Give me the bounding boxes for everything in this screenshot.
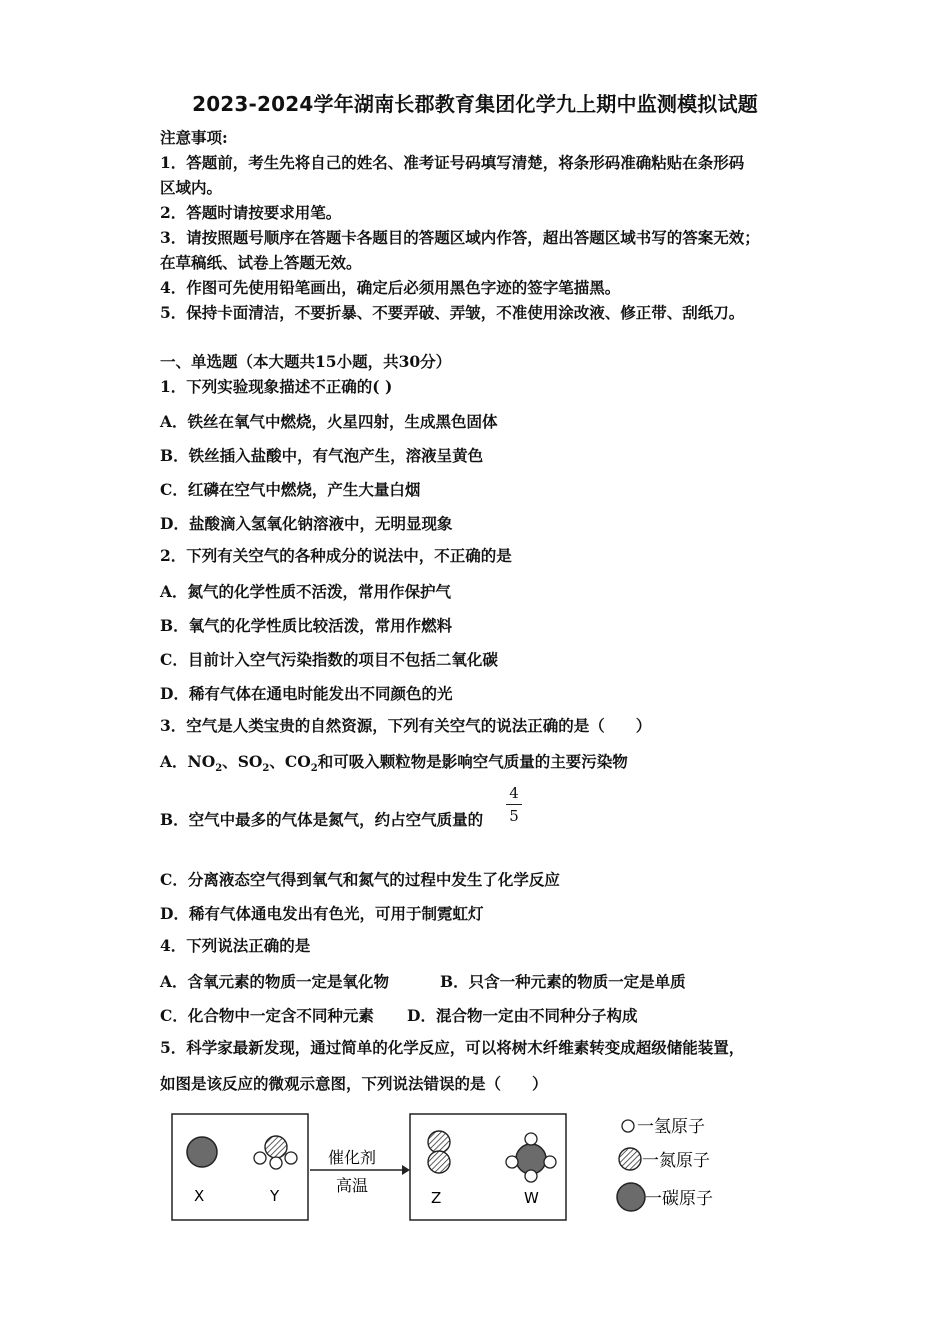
question-stem: 如图是该反应的微观示意图，下列说法错误的是（ ） xyxy=(160,1074,548,1093)
hydrogen-atom xyxy=(525,1133,537,1145)
option-b: B．铁丝插入盐酸中，有气泡产生，溶液呈黄色 xyxy=(160,446,484,465)
question-stem: 4．下列说法正确的是 xyxy=(160,936,311,955)
label-w: W xyxy=(524,1189,539,1207)
hydrogen-atom xyxy=(254,1152,266,1164)
notice-item: 5．保持卡面清洁，不要折暴、不要弄破、弄皱，不准使用涂改液、修正带、刮纸刀。 xyxy=(160,303,745,322)
legend-carbon: 一碳原子 xyxy=(645,1189,713,1209)
option-d: D．盐酸滴入氢氧化钠溶液中，无明显现象 xyxy=(160,514,453,533)
nitrogen-atom xyxy=(428,1131,450,1153)
label-y: Y xyxy=(270,1187,280,1205)
label-z: Z xyxy=(431,1189,442,1207)
option-d: D．稀有气体在通电时能发出不同颜色的光 xyxy=(160,684,453,703)
hydrogen-atom xyxy=(525,1170,537,1182)
carbon-atom xyxy=(187,1137,217,1167)
option-c: C．红磷在空气中燃烧，产生大量白烟 xyxy=(160,480,421,499)
label-x: X xyxy=(194,1187,205,1205)
option-b: B．空气中最多的气体是氮气，约占空气质量的 xyxy=(160,810,484,829)
option-b: B．氧气的化学性质比较活泼，常用作燃料 xyxy=(160,616,453,635)
question-stem: 3．空气是人类宝贵的自然资源，下列有关空气的说法正确的是（ ） xyxy=(160,716,652,735)
notice-item: 3．请按照题号顺序在答题卡各题目的答题区域内作答，超出答题区域书写的答案无效； xyxy=(160,228,760,247)
notice-item: 4．作图可先使用铅笔画出，确定后必须用黑色字迹的签字笔描黑。 xyxy=(160,278,621,297)
nitrogen-atom xyxy=(428,1151,450,1173)
legend-hydrogen: 一氢原子 xyxy=(637,1117,705,1137)
legend-nitrogen: 一氮原子 xyxy=(642,1151,710,1171)
legend-nitrogen-icon xyxy=(619,1148,641,1170)
option-a: A．铁丝在氧气中燃烧，火星四射，生成黑色固体 xyxy=(160,412,498,431)
question-stem: 1．下列实验现象描述不正确的( ) xyxy=(160,377,393,396)
notice-item: 2．答题时请按要求用笔。 xyxy=(160,203,342,222)
option-a: A．氮气的化学性质不活泼，常用作保护气 xyxy=(160,582,452,601)
hydrogen-atom xyxy=(506,1156,518,1168)
question-stem: 5．科学家最新发现，通过简单的化学反应，可以将树木纤维素转变成超级储能装置， xyxy=(160,1038,745,1057)
nitrogen-atom xyxy=(265,1136,287,1158)
arrow-condition-top: 催化剂 xyxy=(328,1148,377,1167)
page-title: 2023-2024学年湖南长郡教育集团化学九上期中监测模拟试题 xyxy=(192,92,758,116)
option-c: C．化合物中一定含不同种元素 xyxy=(160,1006,374,1025)
notice-heading: 注意事项: xyxy=(160,128,228,147)
notice-item: 1．答题前，考生先将自己的姓名、准考证号码填写清楚，将条形码准确粘贴在条形码 xyxy=(160,153,745,172)
fraction-denominator: 5 xyxy=(509,807,519,825)
option-b: B．只含一种元素的物质一定是单质 xyxy=(440,972,686,991)
hydrogen-atom xyxy=(270,1157,282,1169)
fraction xyxy=(506,784,522,825)
fraction-numerator: 4 xyxy=(509,784,519,802)
arrow-head xyxy=(402,1165,410,1175)
reactant-box xyxy=(172,1114,308,1220)
carbon-atom xyxy=(516,1144,546,1174)
option-c: C．目前计入空气污染指数的项目不包括二氧化碳 xyxy=(160,650,498,669)
arrow-condition-bottom: 高温 xyxy=(336,1176,369,1195)
question-stem: 2．下列有关空气的各种成分的说法中，不正确的是 xyxy=(160,546,512,565)
notice-item: 区域内。 xyxy=(160,178,223,197)
option-d: D．稀有气体通电发出有色光，可用于制霓虹灯 xyxy=(160,904,484,923)
option-a: A．$NO_2$、$SO_2$、$CO_2$和可吸入颗粒物是影响空气质量的主要污染物 xyxy=(160,752,628,775)
option-c: C．分离液态空气得到氧气和氮气的过程中发生了化学反应 xyxy=(160,870,560,889)
option-a: A．含氧元素的物质一定是氧化物 xyxy=(160,972,390,991)
section-heading: 一、单选题（本大题共15小题，共30分） xyxy=(160,352,452,371)
product-box xyxy=(410,1114,566,1220)
hydrogen-atom xyxy=(285,1152,297,1164)
legend-carbon-icon xyxy=(617,1183,645,1211)
option-d: D．混合物一定由不同种分子构成 xyxy=(407,1006,638,1025)
legend-hydrogen-icon xyxy=(622,1120,634,1132)
hydrogen-atom xyxy=(544,1156,556,1168)
notice-item: 在草稿纸、试卷上答题无效。 xyxy=(160,253,362,272)
